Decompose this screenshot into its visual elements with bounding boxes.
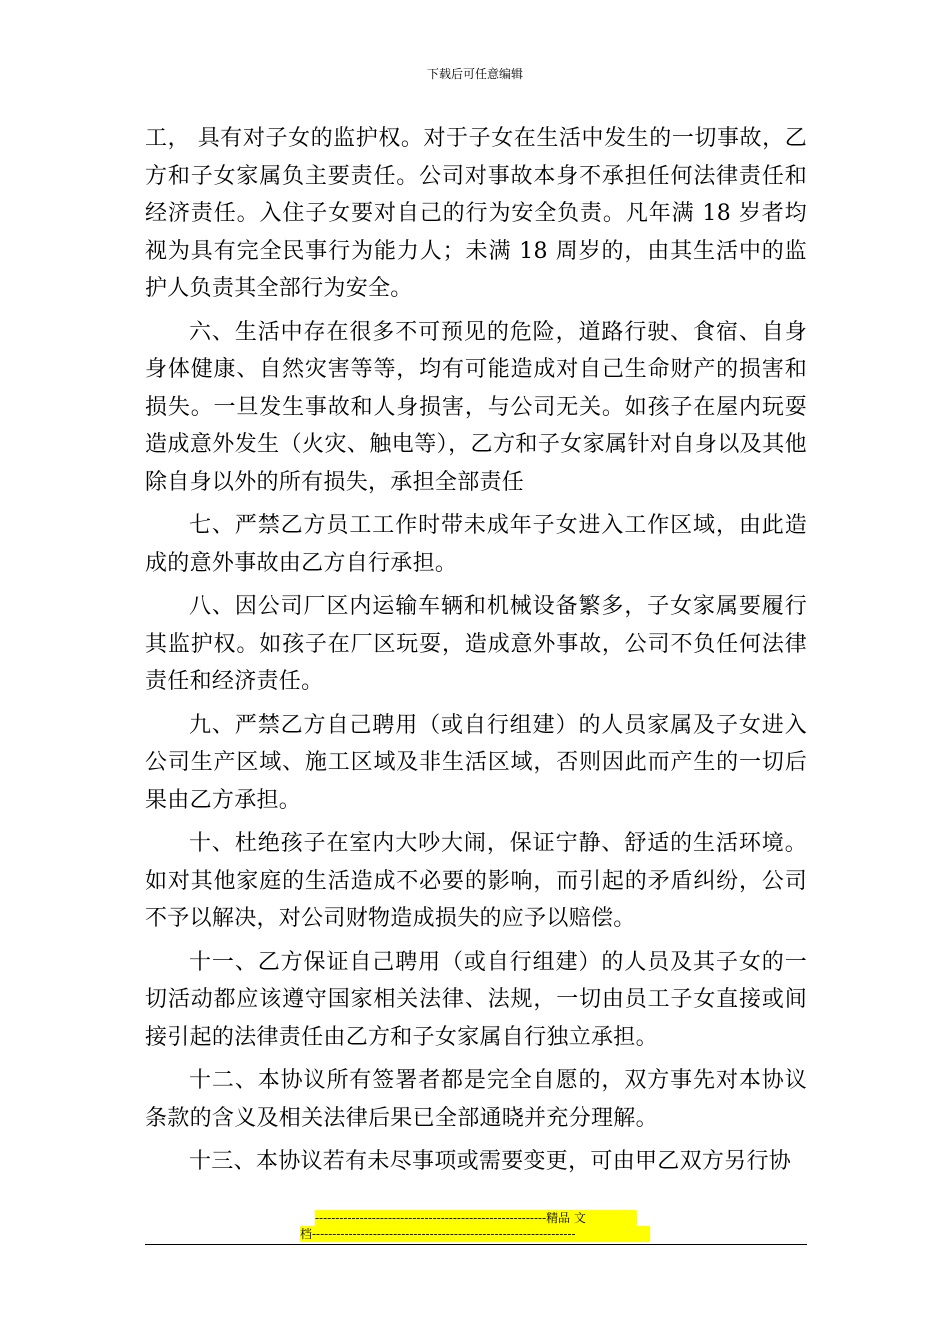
paragraph-clause-7: 七、严禁乙方员工工作时带未成年子女进入工作区域，由此造成的意外事故由乙方自行承担。 [145, 513, 807, 576]
paragraph-clause-10: 十、杜绝孩子在室内大吵大闹，保证宁静、舒适的生活环境。如对其他家庭的生活造成不必要的影响，而引起的矛盾纠纷，公司不予以解决，对公司财物造成损失的应予以赔偿。 [145, 831, 807, 931]
paragraph-clause-13: 十三、本协议若有未尽事项或需要变更，可由甲乙双方另行协 [189, 1149, 792, 1174]
footer-line-1: ---------------------------------------------------------精品 文 [315, 1210, 637, 1226]
footer-watermark [300, 1210, 652, 1242]
paragraph-clause-8: 八、因公司厂区内运输车辆和机械设备繁多，子女家属要履行其监护权。如孩子在厂区玩耍，造成意外事故，公司不负任何法律责任和经济责任。 [145, 594, 807, 694]
document-body [145, 120, 807, 1181]
paragraph-clause-12: 十二、本协议所有签署者都是完全自愿的，双方事先对本协议条款的含义及相关法律后果已全部通晓并充分理解。 [145, 1068, 807, 1131]
paragraph-clause-9: 九、严禁乙方自己聘用（或自行组建）的人员家属及子女进入公司生产区域、施工区域及非生活区域，否则因此而产生的一切后果由乙方承担。 [145, 712, 807, 813]
footer-rule [145, 1244, 807, 1245]
paragraph-clause-11: 十一、乙方保证自己聘用（或自行组建）的人员及其子女的一切活动都应该遵守国家相关法律、法规，一切由员工子女直接或间接引起的法律责任由乙方和子女家属自行独立承担。 [145, 949, 807, 1050]
header-note: 下载后可任意编辑 [426, 67, 523, 81]
paragraph-clause-6: 六、生活中存在很多不可预见的危险，道路行驶、食宿、自身身体健康、自然灾害等等，均有可能造成对自己生命财产的损害和损失。一旦发生事故和人身损害，与公司无关。如孩子在屋内玩耍造成意外发生（火灾、触电等），乙方和子女家属针对自身以及其他除自身以外的所有损失，承担全部责任 [145, 319, 807, 495]
paragraph-continuation: 工， 具有对子女的监护权。对于子女在生活中发生的一切事故，乙方和子女家属负主要责任。公司对事故本身不承担任何法律责任和经济责任。入住子女要对自己的行为安全负责。凡年满 18 岁者均视为具有完全民事行为能力人；未满 18 周岁的，由其生活中的监护人负责其全部行为安全。 [145, 126, 807, 301]
footer-line-2: 档----------------------------------------------------------------- [300, 1226, 650, 1242]
